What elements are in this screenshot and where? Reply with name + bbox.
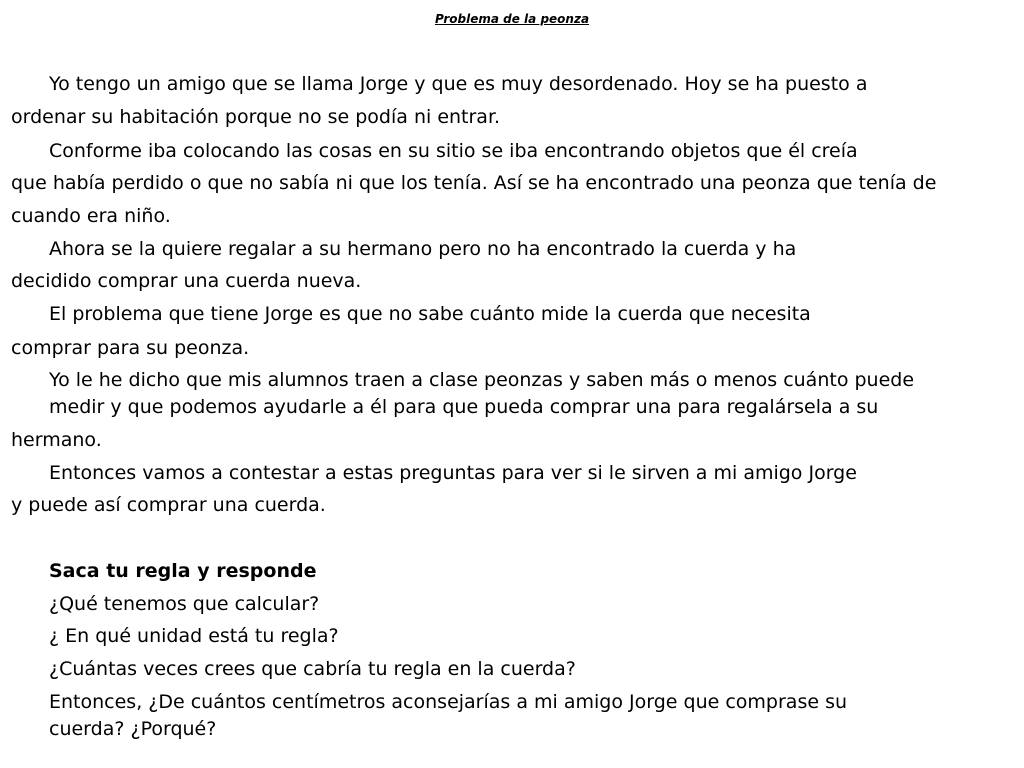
paragraph-2-line-2: que había perdido o que no sabía ni que los tenía. Así se ha encontrado una peonza que tenía de xyxy=(11,172,937,194)
paragraph-5-line-1: Yo le he dicho que mis alumnos traen a clase peonzas y saben más o menos cuánto puede xyxy=(49,369,915,391)
paragraph-3-line-2: decidido comprar una cuerda nueva. xyxy=(11,270,362,292)
paragraph-2-line-3: cuando era niño. xyxy=(11,205,171,227)
paragraph-3-line-1: Ahora se la quiere regalar a su hermano pero no ha encontrado la cuerda y ha xyxy=(49,238,797,260)
paragraph-5-line-3: hermano. xyxy=(11,429,102,451)
question-2: ¿ En qué unidad está tu regla? xyxy=(49,625,339,647)
question-4-line-1: Entonces, ¿De cuántos centímetros aconsejarías a mi amigo Jorge que comprase su xyxy=(49,691,848,713)
paragraph-1-line-1: Yo tengo un amigo que se llama Jorge y que es muy desordenado. Hoy se ha puesto a xyxy=(49,73,868,95)
paragraph-4-line-2: comprar para su peonza. xyxy=(11,337,250,359)
paragraph-6-line-1: Entonces vamos a contestar a estas preguntas para ver si le sirven a mi amigo Jorge xyxy=(49,462,857,484)
paragraph-2-line-1: Conforme iba colocando las cosas en su sitio se iba encontrando objetos que él creía xyxy=(49,140,858,162)
paragraph-4-line-1: El problema que tiene Jorge es que no sabe cuánto mide la cuerda que necesita xyxy=(49,303,811,325)
paragraph-1-line-2: ordenar su habitación porque no se podía ni entrar. xyxy=(11,106,501,128)
paragraph-6-line-2: y puede así comprar una cuerda. xyxy=(11,494,326,516)
question-1: ¿Qué tenemos que calcular? xyxy=(49,593,320,615)
questions-heading: Saca tu regla y responde xyxy=(49,560,317,582)
question-3: ¿Cuántas veces crees que cabría tu regla en la cuerda? xyxy=(49,658,576,680)
question-4-line-2: cuerda? ¿Porqué? xyxy=(49,718,217,740)
paragraph-5-line-2: medir y que podemos ayudarle a él para que pueda comprar una para regalársela a su xyxy=(49,396,879,418)
page-title: Problema de la peonza xyxy=(434,12,590,26)
